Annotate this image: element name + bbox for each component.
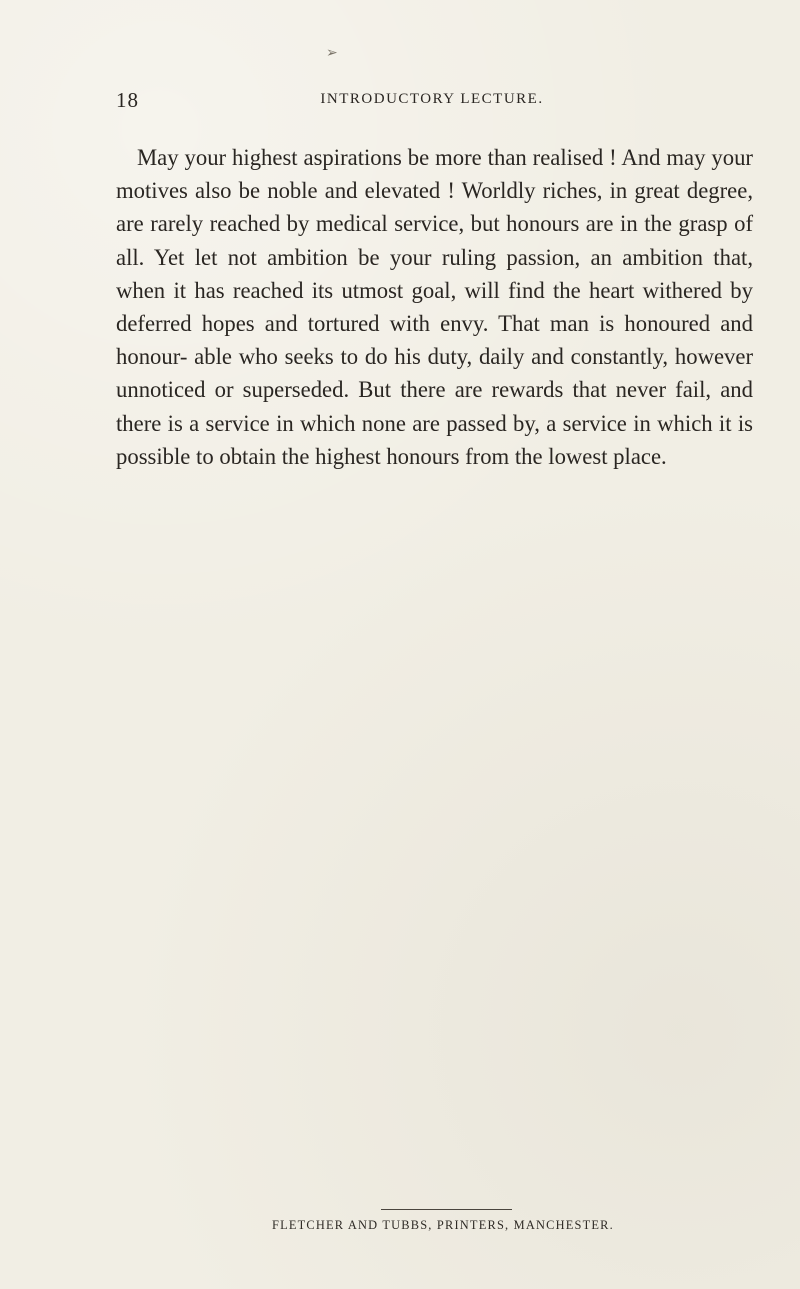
- printer-imprint: FLETCHER AND TUBBS, PRINTERS, MANCHESTER.: [272, 1218, 614, 1232]
- page-header: [116, 88, 748, 114]
- imprint-rule: [381, 1209, 512, 1210]
- ink-mark: ➢: [326, 45, 338, 61]
- running-head: INTRODUCTORY LECTURE.: [320, 91, 544, 107]
- main-paragraph: May your highest aspirations be more than realised ! And may your motives also be noble and elevated ! Worldly riches, in great degree, are rarely reached by medical service, but honours are in the grasp of all. Yet let not ambition be your ruling passion, an ambition that, when it has reached its utmost goal, will find the heart withered by deferred hopes and tortured with envy. That man is honoured and honour- able who seeks to do his duty, daily and constantly, however unnoticed or superseded. But there are rewards that never fail, and there is a service in which none are passed by, a service in which it is possible to obtain the highest honours from the lowest place.: [116, 145, 753, 469]
- page-number: 18: [116, 88, 139, 112]
